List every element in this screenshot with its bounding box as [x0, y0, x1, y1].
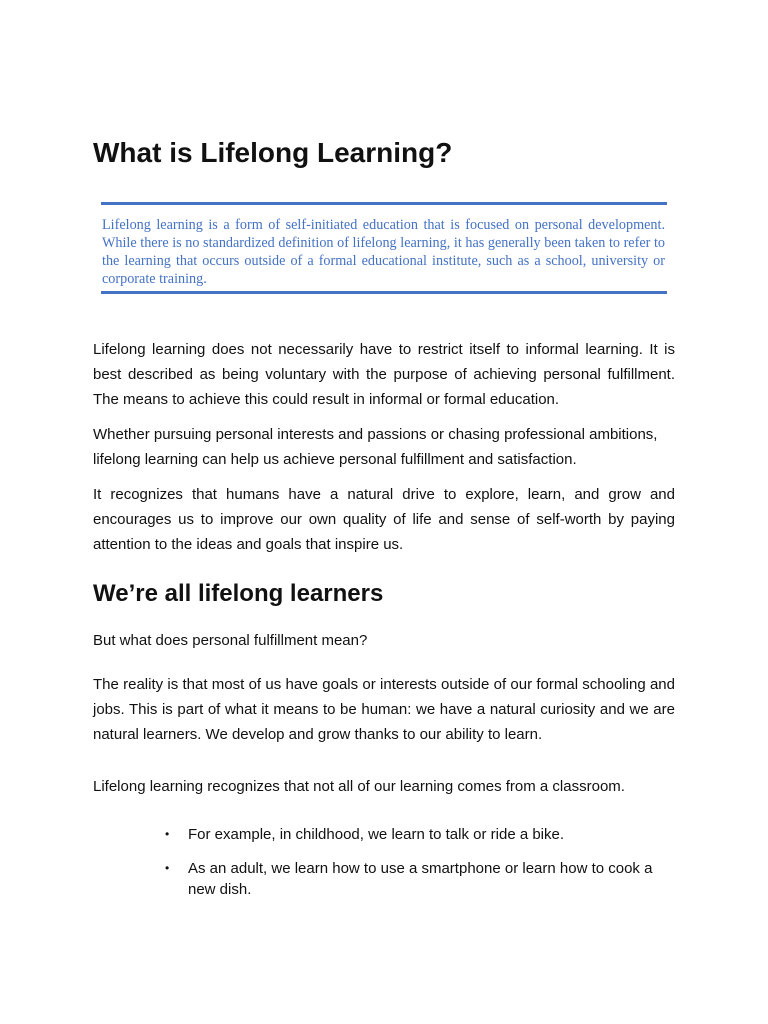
list-item — [160, 824, 675, 845]
body-paragraph-3: It recognizes that humans have a natural drive to explore, learn, and grow and encourages us to improve our own quality of life and sense of self-worth by paying attention to the ideas and goals that inspire us. — [93, 486, 675, 553]
page-title: What is Lifelong Learning? — [93, 137, 453, 168]
section-paragraph-3: Lifelong learning recognizes that not all of our learning comes from a classroom. — [93, 778, 625, 795]
list-item-text: As an adult, we learn how to use a smartphone or learn how to cook a new dish. — [188, 860, 653, 898]
list-item — [160, 858, 675, 900]
callout-text: Lifelong learning is a form of self-initiated education that is focused on personal development. While there is no standardized definition of lifelong learning, it has generally been taken to refer to the learning that occurs outside of a formal educational institute, such as a school, university or corporate training. — [102, 217, 665, 287]
list-item-text: For example, in childhood, we learn to talk or ride a bike. — [188, 826, 565, 843]
body-paragraph-1: Lifelong learning does not necessarily have to restrict itself to informal learning. It is best described as being voluntary with the purpose of achieving personal fulfillment. The means to achieve this could result in informal or formal education. — [93, 341, 675, 408]
callout-box — [101, 202, 667, 294]
section-paragraph-2: The reality is that most of us have goals or interests outside of our formal schooling and jobs. This is part of what it means to be human: we have a natural curiosity and we are natural learners. We develop and grow thanks to our ability to learn. — [93, 676, 675, 743]
bullet-icon: • — [165, 861, 170, 875]
section-heading: We’re all lifelong learners — [93, 580, 384, 607]
example-list — [160, 824, 675, 900]
body-paragraph-2: Whether pursuing personal interests and passions or chasing professional ambitions, lifelong learning can help us achieve personal fulfillment and satisfaction. — [93, 426, 658, 468]
section-paragraph-1: But what does personal fulfillment mean? — [93, 632, 368, 649]
bullet-icon: • — [165, 827, 170, 841]
